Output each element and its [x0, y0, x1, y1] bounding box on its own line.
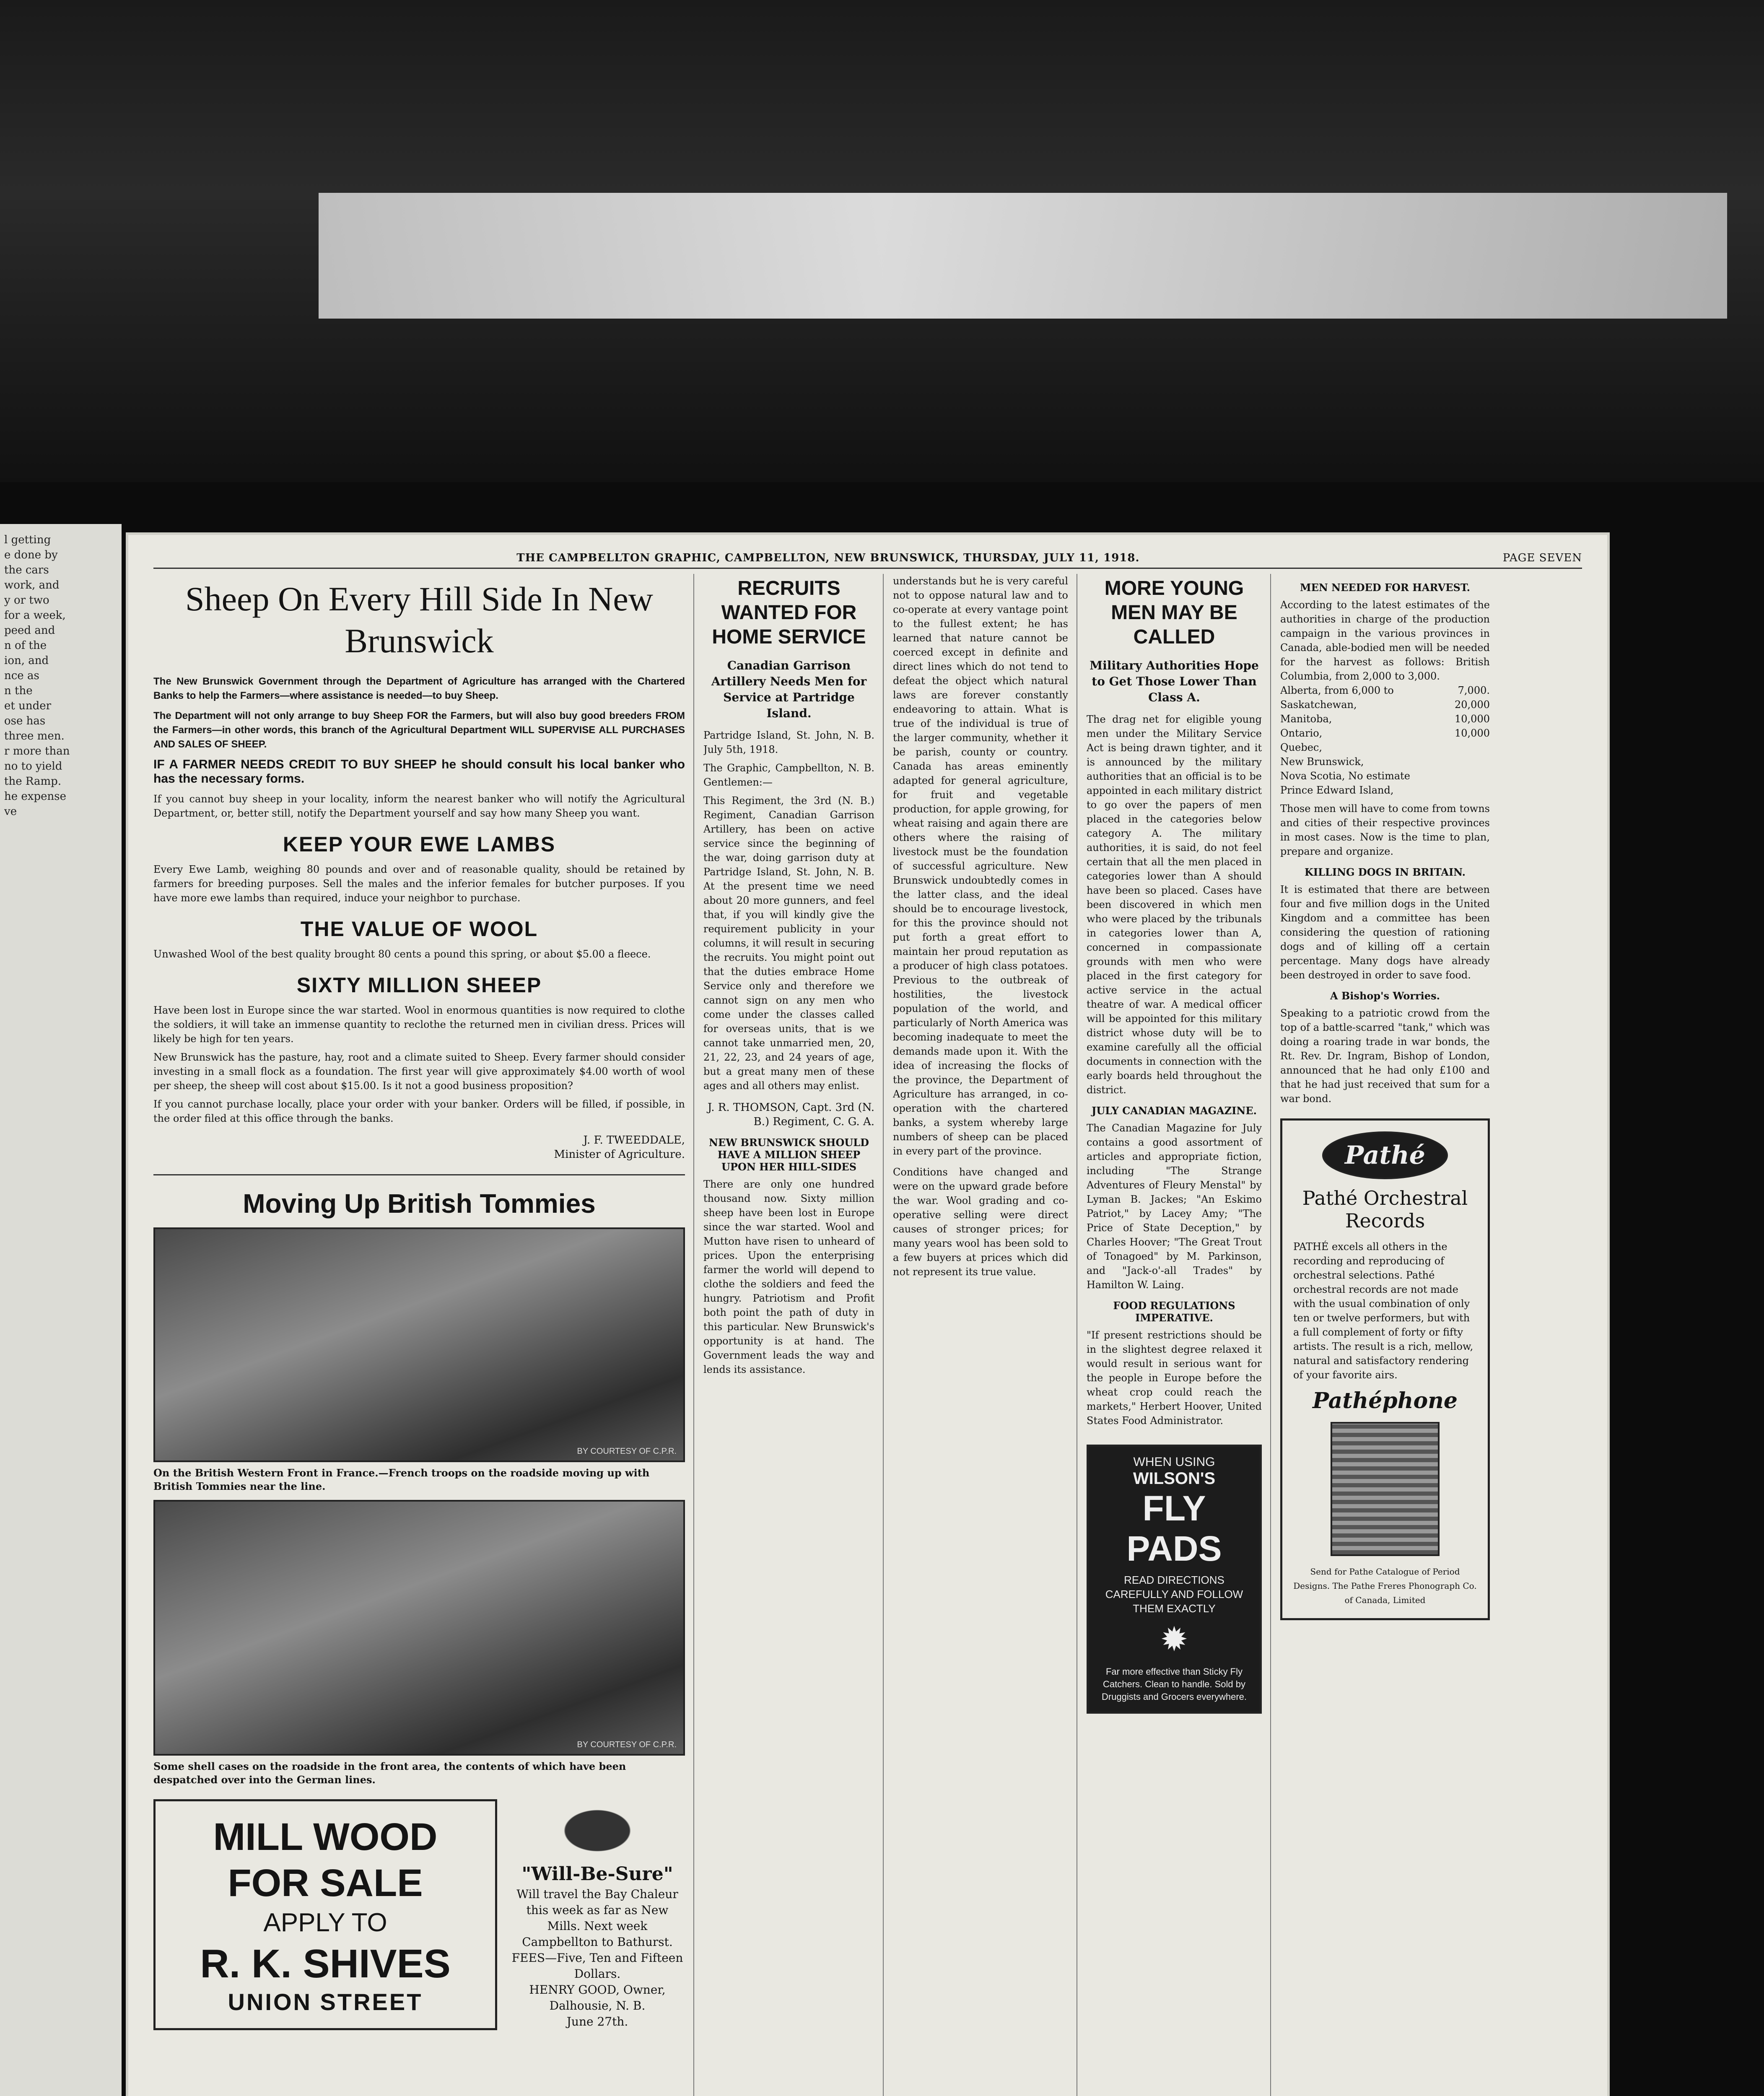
strip-line: peed and [4, 624, 55, 637]
horse-ad-date: June 27th. [566, 2015, 628, 2029]
pathe-title: Pathé Orchestral Records [1302, 1187, 1468, 1232]
sheep-intro: The New Brunswick Government through the Department of Agriculture has arranged with the Chartered Banks to help the Farmers—where assistance is needed—to buy Sheep. [153, 676, 685, 701]
pathe-text: PATHÉ excels all others in the recording and reproducing of orchestral selections. Pathé orchestral records are not made with the usual combination of only ten or twelve performers, but with a full complement of forty or fifty artists. The result is a rich, mellow, natural and satisfactory rendering of your favorite airs. [1293, 1241, 1473, 1381]
signer-name: J. F. TWEEDDALE, [583, 1134, 685, 1147]
strip-line: y or two [4, 594, 49, 607]
recruits-headline: RECRUITS WANTED FOR HOME SERVICE [712, 577, 866, 648]
mill-wood-ad [153, 1799, 497, 2030]
agriculture-text: understands but he is very careful not to oppose natural law and to co-operate at every vantage point to the fullest extent; he has learned that nature cannot be coerced except in definite and direct lines which do not tend to defeat the object which natural laws are forever constantly endeavoring to attain. What is true of the individual is true of the larger community, whether it be parish, county or country. Canada has areas eminently adapted for general agriculture, for fruit and vegetable production, for apple growing, for wheat raising and again there are others where the raising of livestock must be the foundation of successful agriculture. New Brunswick undoubtedly comes in the latter class, and the ideal should be to encourage livestock, for this the province should not put forth a great effort to maintain her proud reputation as a producer of high class potatoes. Previous to the outbreak of hostilities, the livestock population of the world, and particularly of North America was becoming inadequate to meet the demands made upon it. With the idea of increasing the flocks of the province, the Department of Agriculture has arranged, in co-operation with the chartered banks, a system whereby large numbers of sheep can be placed in every part of the province. [893, 575, 1068, 1157]
fly-line-3: FLY PADS [1126, 1489, 1222, 1568]
sheep-p2: IF A FARMER NEEDS CREDIT TO BUY SHEEP he should consult his local banker who has the necessary forms. [153, 757, 685, 786]
troops-caption: On the British Western Front in France.—French troops on the roadside moving up with British Tommies near the line. [153, 1467, 650, 1492]
nb-text: New Brunswick has the pasture, hay, root and a climate suited to Sheep. Every farmer should consider investing in a small flock as a foundation. The first year will give approximately $4.00 worth of wool per sheep, the sheep will cost about $15.00. Is it not a good business proposition? [153, 1051, 685, 1092]
strip-line: no to yield [4, 760, 62, 773]
food-text: "If present restrictions should be in the slightest degree relaxed it would result in serious want for the people in Europe before the wheat crop could reach the markets," Herbert Hoover, United States Food Administrator. [1087, 1329, 1262, 1427]
divider [153, 1174, 685, 1175]
shells-caption: Some shell cases on the roadside in the front area, the contents of which have been despatched over into the German lines. [153, 1760, 626, 1786]
phonograph-icon [1331, 1422, 1440, 1556]
recruits-dateline: Partridge Island, St. John, N. B. July 5th, 1918. [703, 729, 874, 755]
million-sheep-text: There are only one hundred thousand now. Sixty million sheep have been lost in Europe since the war started. Wool and Mutton have risen to unheard of prices. Upon the enterprising farmer the world will depend to clothe the soldiers and feed the hungry. Patriotism and Profit both point the path of duty in this particular. New Brunswick's opportunity is at hand. The Government leads the way and lends its assistance. [703, 1178, 874, 1375]
pathephone-brand: Pathéphone [1312, 1388, 1458, 1414]
harvest-row [1280, 698, 1490, 712]
recruits-text: This Regiment, the 3rd (N. B.) Regiment, Canadian Garrison Artillery, has been on active service since the beginning of the war, doing garrison duty at Partridge Island, St. John, N. B. At the present time we need about 20 more gunners, and feel that, if you will kindly give the requirement publicity in your columns, it will result in securing the recruits. You might point out that the duties embrace Home Service only and therefore we cannot sign on any men who come under the classes called for overseas units, that is we cannot take unmarried men, 20, 21, 22, 23, and 24 years of age, but a great many men of these ages and all others may enlist. [703, 795, 874, 1092]
harvest-row [1280, 740, 1490, 755]
troops-photo [153, 1227, 685, 1462]
harvest-count: 7,000. [1458, 685, 1490, 696]
strip-line: r more than [4, 745, 70, 757]
photo-credit: BY COURTESY OF C.P.R. [577, 1447, 677, 1456]
strip-line: ve [4, 805, 17, 818]
harvest-count: 10,000 [1455, 727, 1490, 739]
apply-to-line: APPLY TO [263, 1908, 387, 1937]
ewe-heading: KEEP YOUR EWE LAMBS [283, 833, 556, 856]
fly-pads-ad [1087, 1445, 1262, 1714]
sheep-p3: If you cannot buy sheep in your locality, inform the nearest banker who will notify the Agricultural Department, or, better still, notify the Department yourself and say how many Sheep you want. [153, 793, 685, 819]
harvest-row [1280, 755, 1490, 769]
sheep-signature [153, 1133, 685, 1162]
strip-line: work, and [4, 579, 60, 591]
harvest-place: Prince Edward Island, [1280, 784, 1394, 796]
harvest-row [1280, 769, 1490, 783]
pathe-ad [1280, 1118, 1490, 1620]
fly-icon: ✹ [1160, 1621, 1188, 1658]
bishop-heading: A Bishop's Worries. [1330, 990, 1440, 1002]
young-men-text: The drag net for eligible young men under the Military Service Act is being drawn tighter, and it is announced by the military authorities that an official is to be appointed in each military district to go over the papers of men placed in the categories below category A. The military authorities, it is said, do not feel certain that all the men placed in categories lower than A should have been so placed. Cases have been discovered in which men who were placed by the tribunals in categories lower than A, concerned in compassionate grounds with men who were placed in the first category for active service in the actual theatre of war. A medical officer will be appointed for this military district whose duty will be to examine carefully all the official documents in connection with the early boards held throughout the district. [1087, 713, 1262, 1096]
sheep-headline: Sheep On Every Hill Side In New Brunswick [185, 580, 653, 660]
magazine-text: The Canadian Magazine for July contains a good assortment of articles and appropriate fiction, including "The Strange Adventures of Fleury Menstal" by Lyman B. Jackes; "An Eskimo Patriot," by Lacey Amy; "The Price of State Deception," by Charles Hoover; "The Great Trout of Tonagoed" by M. Parkinson, and "Jack-o'-all Trades" by Hamilton W. Laing. [1087, 1122, 1262, 1291]
signer-title: Minister of Agriculture. [554, 1148, 685, 1161]
strip-line: e done by [4, 549, 58, 561]
harvest-intro: According to the latest estimates of the authorities in charge of the production campaign in the various provinces in Canada, able-bodied men will be needed for the harvest as follows: British Columbia, from 2,000 to 3,000. [1280, 599, 1490, 682]
wool-text: Unwashed Wool of the best quality brought 80 cents a pound this spring, or about $5.00 a fleece. [153, 948, 651, 960]
column-harvest [1280, 574, 1498, 2096]
horse-ad-fees: FEES—Five, Ten and Fifteen Dollars. [511, 1951, 683, 1981]
strip-line: l getting [4, 534, 51, 546]
fly-line-5: Far more effective than Sticky Fly Catchers. Clean to handle. Sold by Druggists and Grocers everywhere. [1101, 1666, 1247, 1702]
sixty-heading: SIXTY MILLION SHEEP [296, 973, 542, 997]
strip-line: ose has [4, 715, 46, 727]
photo-credit: BY COURTESY OF C.P.R. [577, 1740, 677, 1749]
fly-line-4: READ DIRECTIONS CAREFULLY AND FOLLOW THEM EXACTLY [1105, 1574, 1243, 1615]
harvest-outro: Those men will have to come from towns and cities of their respective provinces in most cases. Now is the time to plan, prepare and organize. [1280, 803, 1490, 857]
sheep-last: If you cannot purchase locally, place your order with your banker. Orders will be filled, if possible, in the order filed at this office through the banks. [153, 1098, 685, 1124]
harvest-row [1280, 712, 1490, 726]
harvest-count: 10,000 [1455, 713, 1490, 725]
magazine-heading: JULY CANADIAN MAGAZINE. [1092, 1105, 1257, 1117]
strip-line: ion, and [4, 654, 49, 667]
column-agriculture [893, 574, 1077, 2096]
young-men-headline: MORE YOUNG MEN MAY BE CALLED [1104, 577, 1244, 648]
ewe-text: Every Ewe Lamb, weighing 80 pounds and over and of reasonable quality, should be retained by farmers for breeding purposes. Sell the males and the inferior females for butcher purposes. If you have more ewe lambs than required, induce your neighbor to purchase. [153, 864, 685, 904]
recruits-salute: The Graphic, Campbellton, N. B. Gentlemen:— [703, 762, 874, 788]
strip-line: n of the [4, 639, 47, 652]
adjacent-page-strip [0, 524, 122, 2096]
harvest-place: Quebec, [1280, 742, 1322, 753]
recruits-subhead: Canadian Garrison Artillery Needs Men for Service at Partridge Island. [711, 659, 867, 720]
dogs-heading: KILLING DOGS IN BRITAIN. [1305, 866, 1466, 878]
harvest-row [1280, 783, 1490, 797]
harvest-place: Ontario, [1280, 727, 1323, 739]
million-sheep-heading: NEW BRUNSWICK SHOULD HAVE A MILLION SHEEP UPON HER HILL-SIDES [709, 1136, 869, 1173]
harvest-place: New Brunswick, [1280, 756, 1364, 768]
for-sale-line: FOR SALE [228, 1862, 423, 1904]
young-men-subhead: Military Authorities Hope to Get Those Lower Than Class A. [1090, 659, 1259, 704]
harvest-row [1280, 683, 1490, 698]
horse-ad-text: Will travel the Bay Chaleur this week as far as New Mills. Next week Campbellton to Bathurst. [516, 1887, 678, 1949]
horse-ad-owner: HENRY GOOD, Owner, [529, 1983, 666, 1997]
horse-ad-place: Dalhousie, N. B. [549, 1999, 646, 2013]
dogs-text: It is estimated that there are between four and five million dogs in the United Kingdom and a committee has been considering the question of rationing dogs and of killing off a certain percentage. Many dogs have already been destroyed in order to save food. [1280, 884, 1490, 981]
strip-line: et under [4, 700, 52, 712]
food-heading: FOOD REGULATIONS IMPERATIVE. [1113, 1300, 1235, 1324]
header-masthead: THE CAMPBELLTON GRAPHIC, CAMPBELLTON, NEW BRUNSWICK, THURSDAY, JULY 11, 1918. [516, 552, 1140, 564]
harvest-count: 20,000 [1455, 699, 1490, 711]
wooden-board [319, 193, 1727, 319]
wool-heading: THE VALUE OF WOOL [300, 917, 538, 941]
mill-wood-line: MILL WOOD [213, 1816, 438, 1858]
pathe-footer: Send for Pathe Catalogue of Period Designs. The Pathe Freres Phonograph Co. of Canada, Limited [1293, 1567, 1477, 1605]
harvest-place: Alberta, from 6,000 to [1280, 685, 1394, 696]
column-sheep [153, 574, 694, 2096]
horse-ad [510, 1799, 685, 2030]
harvest-place: Saskatchewan, [1280, 699, 1357, 711]
newspaper-page [126, 532, 1610, 2096]
page-number: PAGE SEVEN [1502, 552, 1582, 564]
shives-line: R. K. SHIVES [200, 1941, 451, 1986]
harvest-place: Nova Scotia, No estimate [1280, 770, 1410, 782]
harvest-table [1280, 683, 1490, 797]
column-young-men [1087, 574, 1271, 2096]
horse-icon [547, 1799, 648, 1862]
fly-line-1: WHEN USING [1133, 1455, 1215, 1469]
sheep-p1: The Department will not only arrange to buy Sheep FOR the Farmers, but will also buy good breeders FROM the Farmers—in other words, this branch of the Agricultural Department WILL SUPERVISE ALL PURCHASES AND SALES OF SHEEP. [153, 710, 685, 750]
fly-line-2: WILSON'S [1133, 1469, 1216, 1488]
column-recruits [703, 574, 884, 2096]
strip-line: n the [4, 685, 33, 697]
recruits-signature: J. R. THOMSON, Capt. 3rd (N. B.) Regiment, C. G. A. [707, 1101, 874, 1128]
horse-ad-title: "Will-Be-Sure" [521, 1863, 673, 1885]
wool-conditions-text: Conditions have changed and were on the upward grade before the war. Wool grading and co-operative selling were direct causes of stronger prices; for many years wool has been sold to a few buyers at prices which did not represent its true value. [893, 1166, 1068, 1278]
strip-line: the Ramp. [4, 775, 62, 788]
strip-line: nce as [4, 669, 39, 682]
strip-line: for a week, [4, 609, 66, 622]
union-street-line: UNION STREET [228, 1989, 423, 2015]
harvest-place: Manitoba, [1280, 713, 1332, 725]
harvest-heading: MEN NEEDED FOR HARVEST. [1300, 581, 1470, 594]
bishop-text: Speaking to a patriotic crowd from the top of a battle-scarred "tank," which was doing a roaring trade in war bonds, the Rt. Rev. Dr. Ingram, Bishop of London, announced that he had only £100 and that he had just received that sum for a war bond. [1280, 1007, 1490, 1105]
tommies-headline: Moving Up British Tommies [243, 1188, 596, 1219]
shells-photo [153, 1500, 685, 1756]
strip-line: he expense [4, 790, 66, 803]
sixty-text: Have been lost in Europe since the war started. Wool in enormous quantities is now required to clothe the soldiers, it will take an immense quantity to reclothe the returned men in civilian dress. Prices will likely be high for ten years. [153, 1004, 685, 1045]
strip-line: three men. [4, 730, 65, 742]
pathe-rooster-logo: Pathé [1322, 1131, 1448, 1179]
harvest-row [1280, 726, 1490, 740]
strip-line: the cars [4, 564, 49, 576]
page-header [153, 552, 1582, 569]
